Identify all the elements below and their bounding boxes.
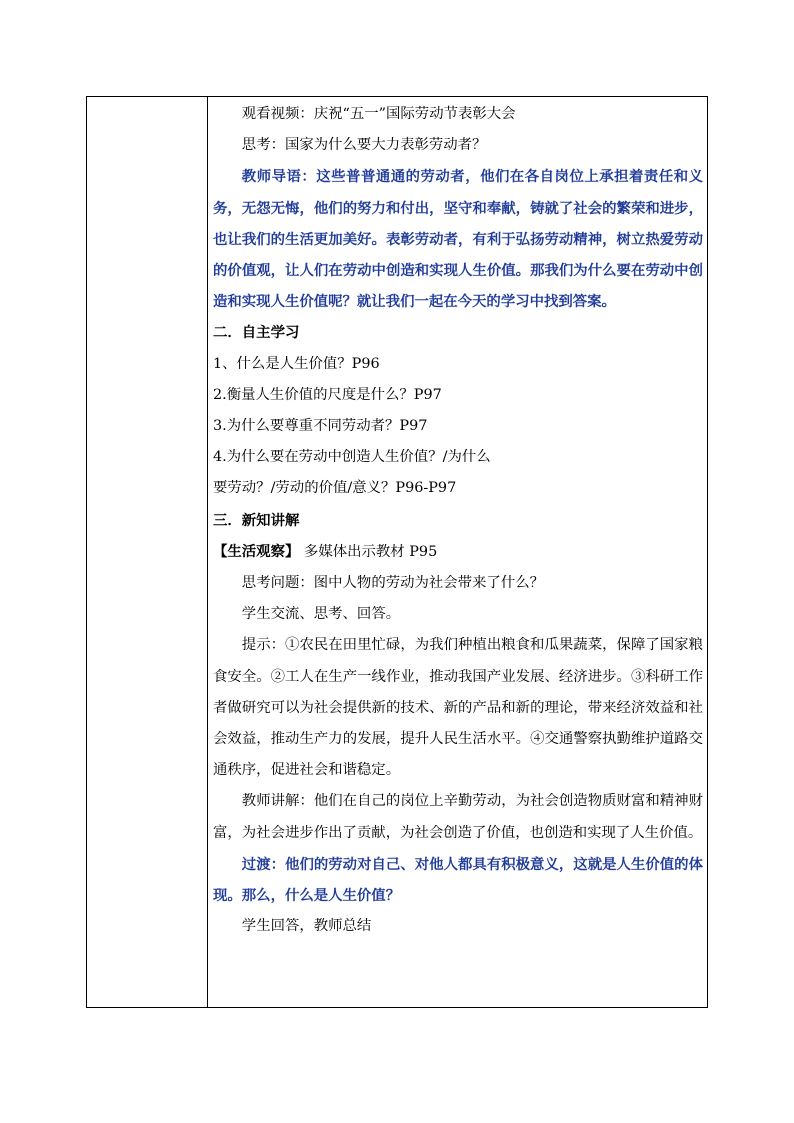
life-observe-text: 多媒体出示教材 P95	[299, 543, 438, 560]
life-observe-line	[213, 536, 703, 568]
hint-paragraph: 提示：①农民在田里忙碌，为我们种植出粮食和瓜果蔬菜，保障了国家粮食安全。②工人在生产一线作业，推动我国产业发展、经济进步。③科研工作者做研究可以为社会提供新的技术、新的产品和新的理论，带来经济效益和社会效益，推动生产力的发展，提升人民生活水平。④交通警察执勤维护道路交通秩序，促进社会和谐稳定。	[213, 637, 703, 779]
student-exchange-line: 学生交流、思考、回答。	[241, 606, 401, 623]
think-line: 思考：国家为什么要大力表彰劳动者？	[241, 137, 487, 154]
table-left-column	[87, 97, 208, 1007]
lesson-table	[86, 96, 708, 1008]
question-4-part2: 要劳动？/劳动的价值/意义？P96-P97	[213, 480, 457, 497]
question-4-part1: 4.为什么要在劳动中创造人生价值？/为什么	[213, 449, 491, 466]
table-content-cell	[213, 99, 703, 942]
section3-title: 三．新知讲解	[213, 511, 300, 529]
think-question-line: 思考问题：图中人物的劳动为社会带来了什么？	[241, 575, 545, 592]
teacher-explain-paragraph: 教师讲解：他们在自己的岗位上辛勤劳动，为社会创造物质财富和精神财富，为社会进步作出了贡献，为社会创造了价值，也创造和实现了人生价值。	[213, 793, 703, 841]
student-answer-line: 学生回答，教师总结	[241, 918, 372, 935]
life-observe-label: 【生活观察】	[213, 542, 300, 560]
question-1: 1、什么是人生价值？P96	[213, 355, 380, 372]
transition-paragraph: 过渡：他们的劳动对自己、对他人都具有积极意义，这就是人生价值的体现。那么，什么是人生价值？	[213, 855, 703, 905]
question-3: 3.为什么要尊重不同劳动者？P97	[213, 418, 428, 435]
video-line: 观看视频：庆祝“五一”国际劳动节表彰大会	[241, 106, 516, 122]
question-2: 2.衡量人生价值的尺度是什么？P97	[213, 386, 442, 403]
teacher-guide-paragraph: 教师导语：这些普普通通的劳动者，他们在各自岗位上承担着责任和义务，无怨无悔，他们的努力和付出，坚守和奉献，铸就了社会的繁荣和进步，也让我们的生活更加美好。表彰劳动者，有利于弘扬劳动精神，树立热爱劳动的价值观，让人们在劳动中创造和实现人生价值。那我们为什么要在劳动中创造和实现人生价值呢？就让我们一起在今天的学习中找到答案。	[213, 168, 703, 311]
section2-title: 二．自主学习	[213, 324, 300, 342]
